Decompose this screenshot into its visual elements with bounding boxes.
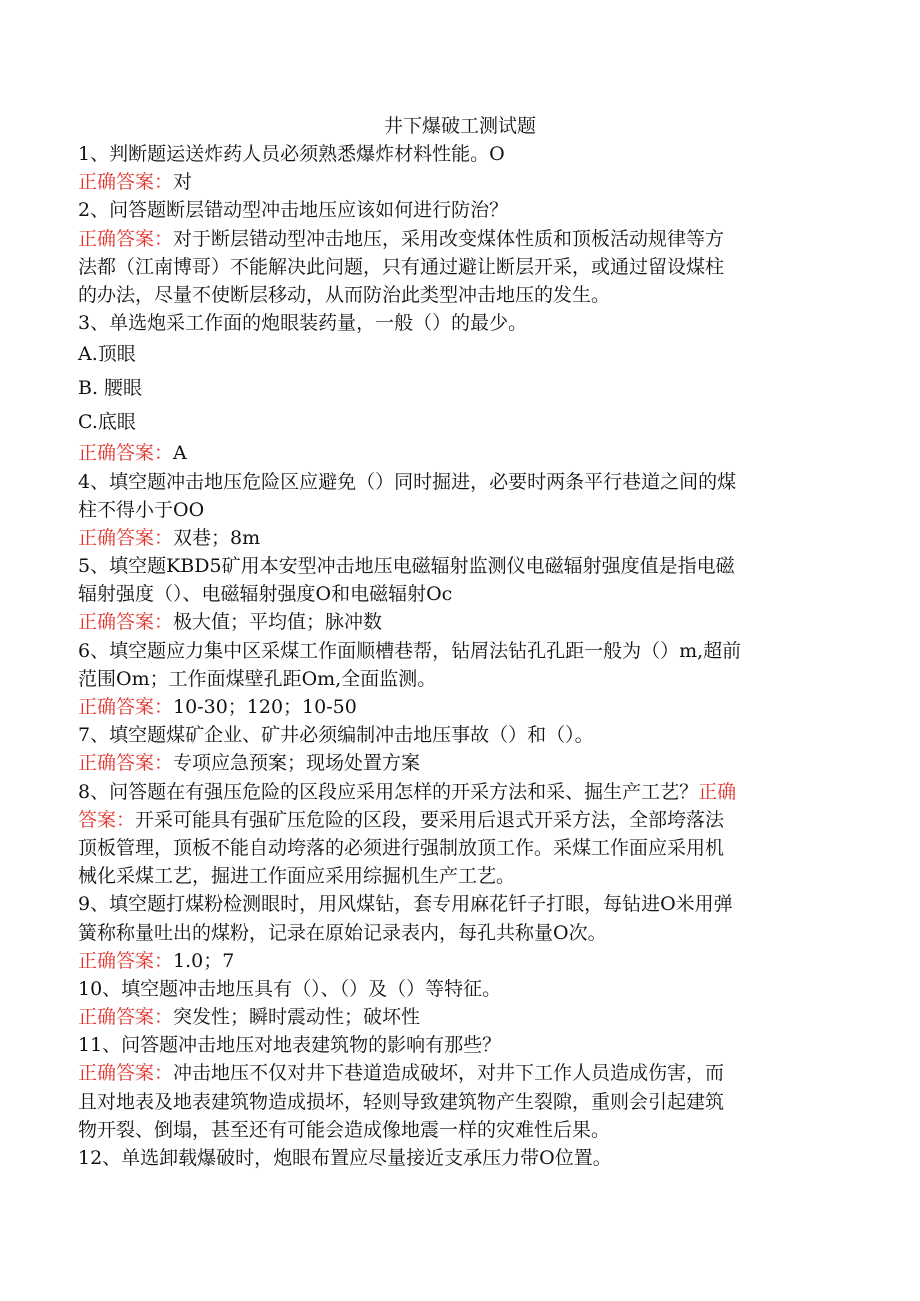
question-5-line-2: 辐射强度（）、电磁辐射强度O和电磁辐射Oc [78,583,453,606]
question-8-text: 8、问答题在有强压危险的区段应采用怎样的开采方法和采、掘生产工艺？ [78,780,699,803]
answer-label: 正确答案： [78,442,174,465]
option-b: B. 腰眼 [78,377,143,400]
question-10: 10、填空题冲击地压具有（）、（）及（）等特征。 [78,977,502,1000]
answer-2 [78,225,826,253]
answer-9 [78,947,826,975]
question-4-line-2: 柱不得小于OO [78,498,205,521]
answer-label: 正确答案： [78,1062,174,1085]
answer-6 [78,693,826,721]
answer-4 [78,524,826,552]
answer-text: 开采可能具有强矿压危险的区段，要采用后退式开采方法，全部垮落法 [135,808,725,831]
document-body [78,140,826,1172]
question-4: 4、填空题冲击地压危险区应避免（）同时掘进，必要时两条平行巷道之间的煤 [78,470,737,493]
answer-label: 正确答案： [78,696,174,718]
answer-7 [78,749,826,777]
answer-text: 对 [173,171,193,194]
answer-2-line-2: 法都（江南博哥）不能解决此问题，只有通过避让断层开采，或通过留设煤柱 [78,255,725,278]
answer-text: 对于断层错动型冲击地压，采用改变煤体性质和顶板活动规律等方 [173,227,725,250]
option-a: A.顶眼 [78,343,136,366]
answer-label-part-2: 答案： [78,808,136,831]
question-5: 5、填空题KBD5矿用本安型冲击地压电磁辐射监测仪电磁辐射强度值是指电磁 [78,555,735,578]
question-8 [78,778,826,806]
answer-11 [78,1059,826,1087]
question-9-line-2: 簧称称量吐出的煤粉，记录在原始记录表内，每孔共称量O次。 [78,921,607,944]
answer-text: 极大值；平均值；脉冲数 [173,611,383,634]
question-6-line-2: 范围Om；工作面煤壁孔距Om,全面监测。 [78,667,437,690]
answer-text: 10-30；120；10-50 [173,696,357,718]
question-12: 12、单选卸载爆破时，炮眼布置应尽量接近支承压力带O位置。 [78,1147,612,1169]
answer-label: 正确答案： [78,611,174,634]
answer-11-line-2: 且对地表及地表建筑物造成损坏，轻则导致建筑物产生裂隙，重则会引起建筑 [78,1090,725,1113]
question-9: 9、填空题打煤粉检测眼时，用风煤钻，套专用麻花钎子打眼，每钻进O米用弹 [78,893,733,916]
answer-text: A [173,442,187,465]
document-title: 井下爆破工测试题 [383,115,536,137]
answer-label: 正确答案： [78,752,174,775]
question-6: 6、填空题应力集中区采煤工作面顺槽巷帮，钻屑法钻孔孔距一般为（）m,超前 [78,639,742,662]
answer-8 [78,806,826,834]
question-11: 11、问答题冲击地压对地表建筑物的影响有那些？ [78,1034,502,1057]
answer-10 [78,1003,826,1031]
answer-1 [78,168,826,196]
answer-8-line-2: 顶板管理，顶板不能自动垮落的必须进行强制放顶工作。采煤工作面应采用机 [78,836,725,859]
answer-label: 正确答案： [78,227,174,250]
answer-label: 正确答案： [78,526,174,549]
answer-8-line-3: 械化采煤工艺，掘进工作面应采用综掘机生产工艺。 [78,865,516,888]
answer-label-part-1: 正确 [698,780,737,803]
answer-3 [78,439,826,467]
question-7: 7、填空题煤矿企业、矿井必须编制冲击地压事故（）和（）。 [78,724,594,747]
answer-text: 专项应急预案；现场处置方案 [173,752,421,775]
answer-text: 突发性；瞬时震动性；破坏性 [173,1006,421,1029]
answer-text: 冲击地压不仅对井下巷道造成破坏，对井下工作人员造成伤害，而 [173,1062,725,1085]
answer-text: 双巷；8m [173,526,261,549]
question-2: 2、问答题断层错动型冲击地压应该如何进行防治？ [78,199,509,222]
question-3: 3、单选炮采工作面的炮眼装药量，一般（）的最少。 [78,312,528,335]
question-1: 1、判断题运送炸药人员必须熟悉爆炸材料性能。O [78,143,505,165]
answer-2-line-3: 的办法，尽量不使断层移动，从而防治此类型冲击地压的发生。 [78,283,611,306]
answer-5 [78,608,826,636]
answer-label: 正确答案： [78,171,174,194]
answer-label: 正确答案： [78,949,174,972]
answer-11-line-3: 物开裂、倒塌，甚至还有可能会造成像地震一样的灾难性后果。 [78,1118,611,1141]
option-c: C.底眼 [78,411,136,434]
answer-label: 正确答案： [78,1006,174,1029]
answer-text: 1.0；7 [173,949,235,972]
